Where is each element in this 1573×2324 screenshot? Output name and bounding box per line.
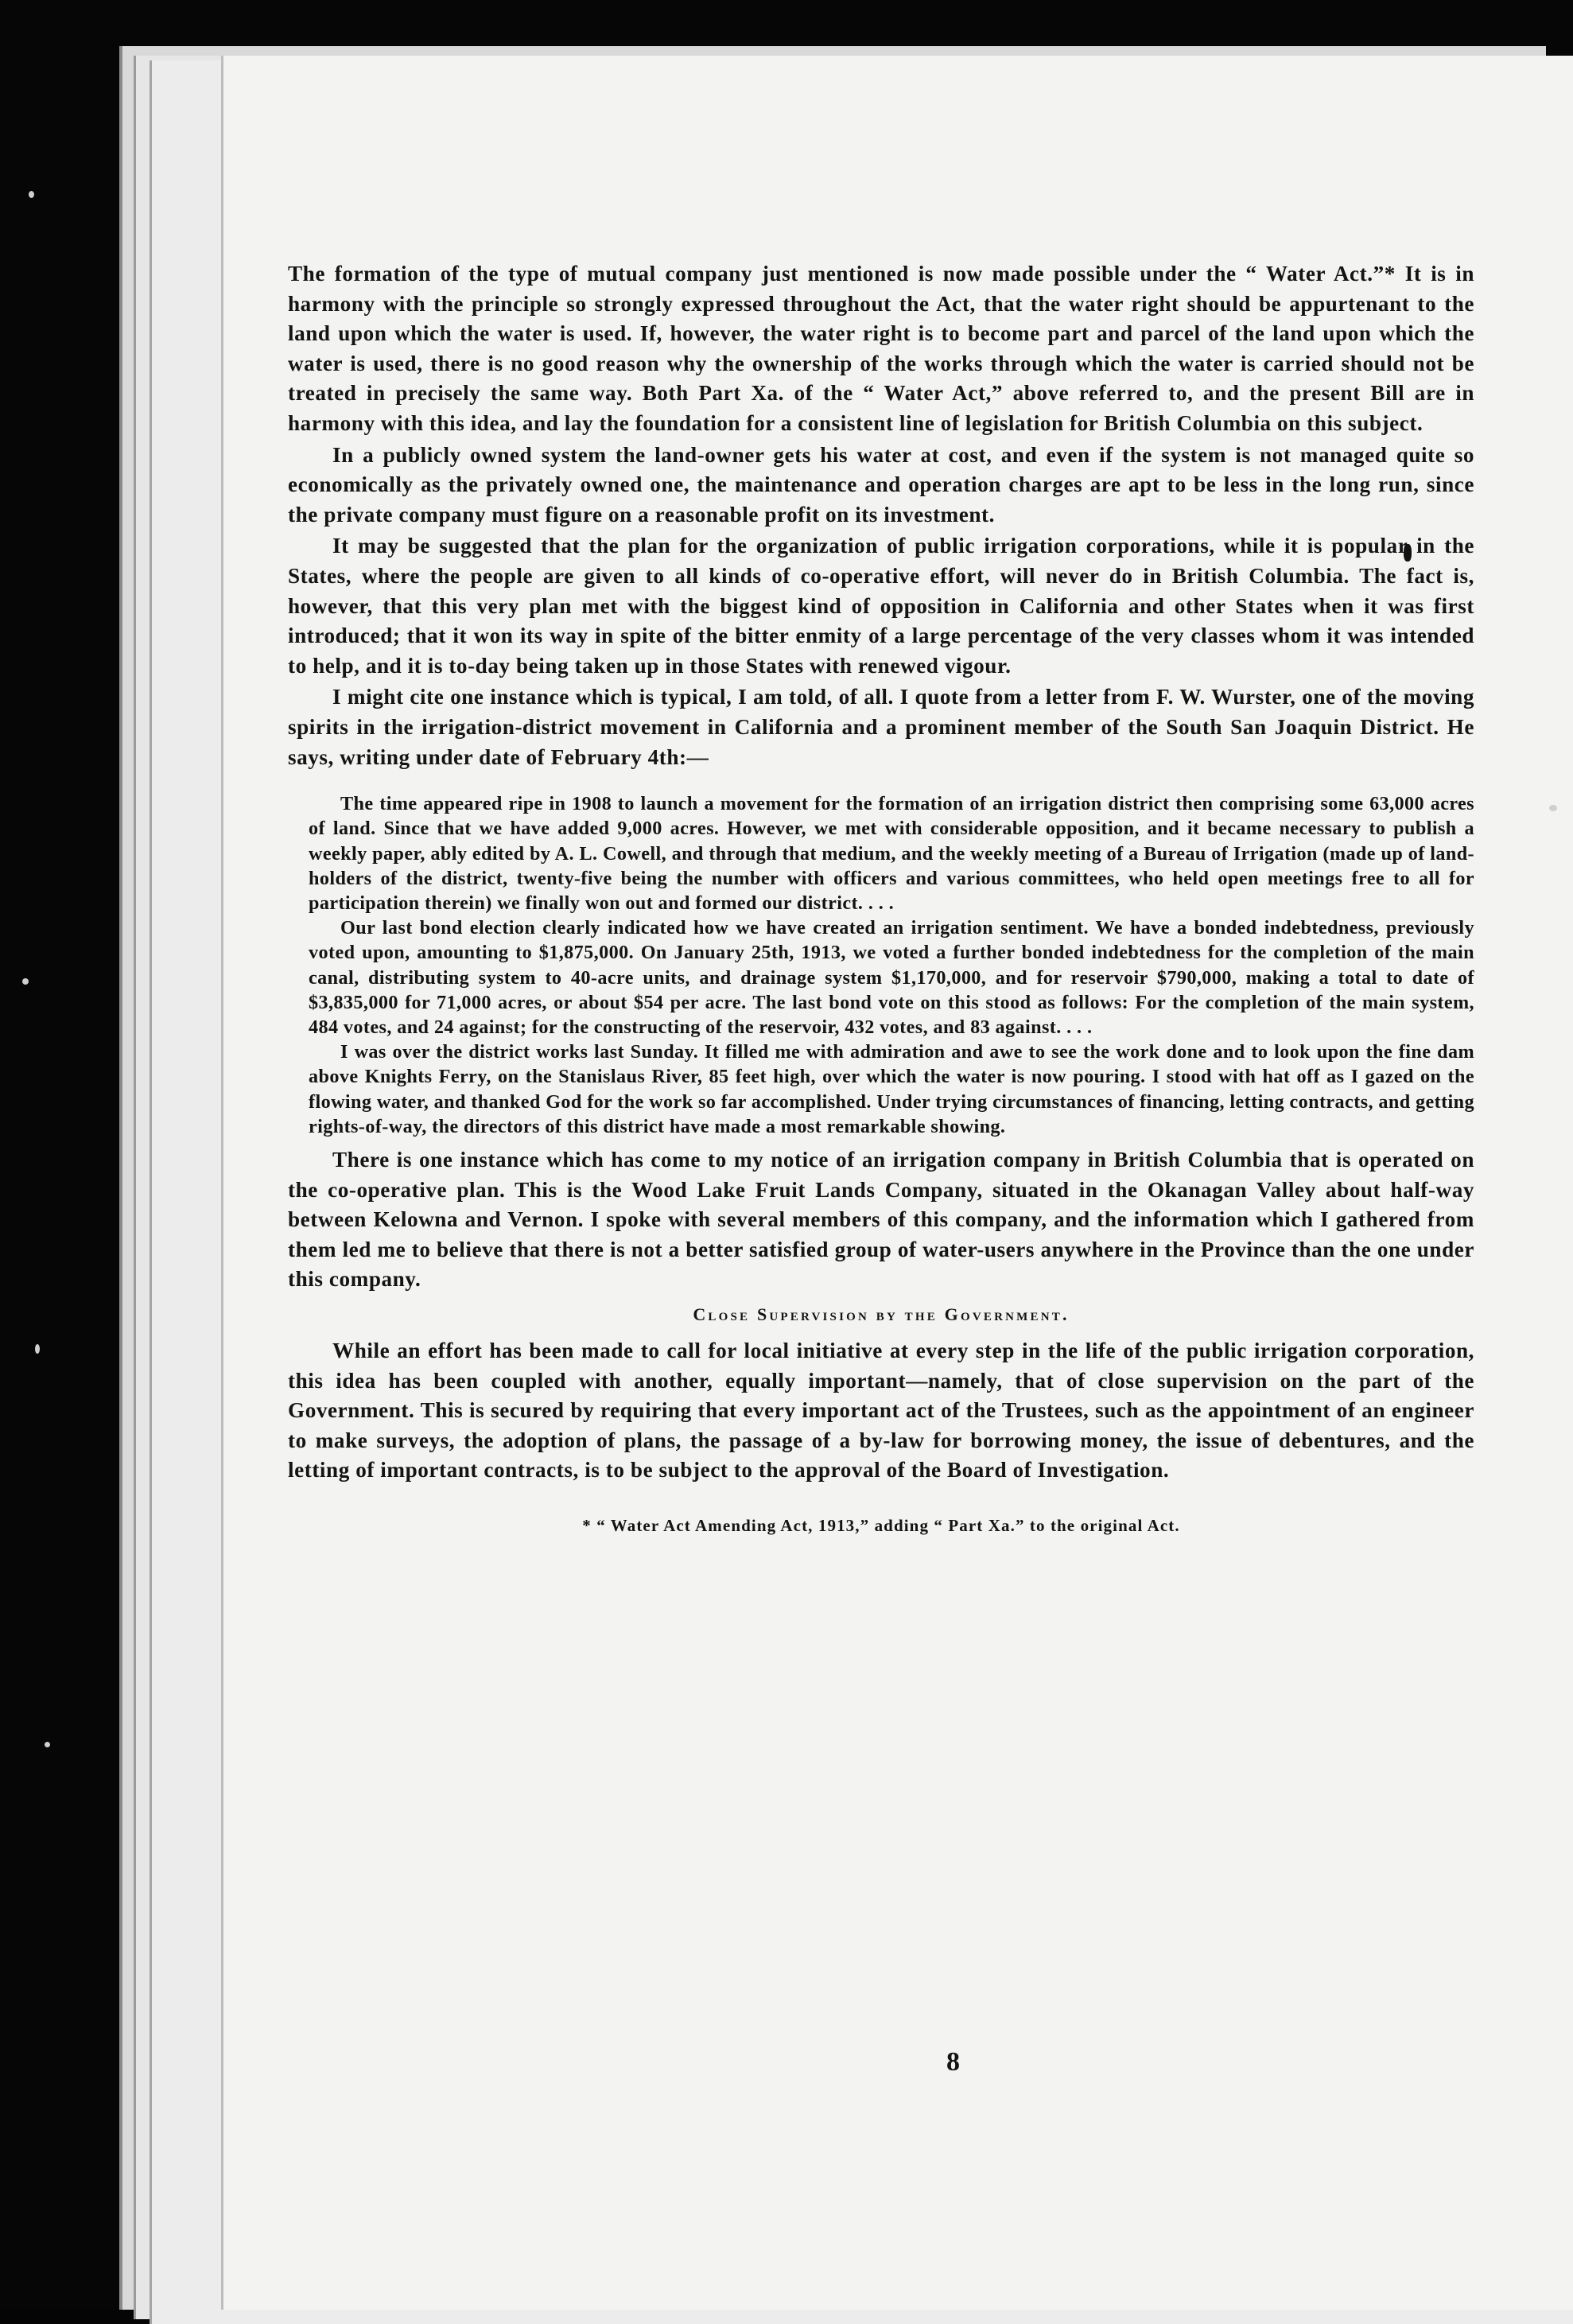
footnote: * “ Water Act Amending Act, 1913,” adding “ Part Xa.” to the original Act.	[582, 1515, 1180, 1535]
quote-district-works: I was over the district works last Sunday. It filled me with admiration and awe to see the work done and to look upon the fine dam above Knights Ferry, on the Stanislaus River, 85 feet high, over which the water is now pouring. I stood with hat off as I gazed on the flowing water, and thanked God for the work so far accomplished. Under trying circumstances of financing, letting contracts, and getting rights-of-way, the directors of this district have made a most remarkable showing.	[309, 1041, 1474, 1137]
quote-formation: The time appeared ripe in 1908 to launch a movement for the formation of an irrigation district then comprising some 63,000 acres of land. Since that we have added 9,000 acres. However, we met with considerable opposition, and it became necessary to publish a weekly paper, ably edited by A. L. Cowell, and through that medium, and the weekly meeting of a Bureau of Irrigation (made up of land-holders of the district, twenty-five being the number with officers and various committees, who held open meetings free to all for participation therein) we finally won out and formed our district. . . .	[309, 793, 1474, 914]
scan-speck	[45, 1742, 50, 1747]
paragraph-wood-lake: There is one instance which has come to my notice of an irrigation company in British Columbia that is operated on the co-operative plan. This is the Wood Lake Fruit Lands Company, situated in the Okanagan Valley about half-way between Kelowna and Vernon. I spoke with several members of this company, and the information which I gathered from them led me to believe that there is not a better satisfied group of water-users anywhere in the Province than the one under this company.	[288, 1147, 1474, 1292]
scan-speck	[1549, 805, 1557, 811]
paragraph-close-supervision: While an effort has been made to call for local initiative at every step in the life of the public irrigation corporation, this idea has been coupled with another, equally important—namely, that of close supervision on the part of the Government. This is secured by requiring that every important act of the Trustees, such as the appointment of an engineer to make surveys, the adoption of plans, the passage of a by-law for borrowing money, the issue of debentures, and the letting of important contracts, is to be subject to the approval of the Board of Investigation.	[288, 1338, 1474, 1483]
section-heading: Close Supervision by the Government.	[693, 1304, 1070, 1324]
paragraph-mutual-company: The formation of the type of mutual company just mentioned is now made possible under the “ Water Act.”* It is in harmony with the principle so strongly expressed throughout the Act, that the water right should be appurtenant to the land upon which the water is used. If, however, the water right is to become part and parcel of the land upon which the water is used, there is no good reason why the ownership of the works through which the water is carried should not be treated in precisely the same way. Both Part Xa. of the “ Water Act,” above referred to, and the present Bill are in harmony with this idea, and lay the foundation for a consistent line of legislation for British Columbia on this subject.	[288, 262, 1474, 435]
scan-speck	[22, 978, 29, 985]
scan-speck	[29, 191, 34, 198]
paragraph-wurster-letter: I might cite one instance which is typical, I am told, of all. I quote from a letter from F. W. Wurster, one of the moving spirits in the irrigation-district movement in California and a prominent member of the South San Joaquin District. He says, writing under date of February 4th:—	[288, 685, 1474, 769]
paragraph-publicly-owned: In a publicly owned system the land-owner gets his water at cost, and even if the system is not managed quite so economically as the privately owned one, the maintenance and operation charges are apt to be less in the long run, since the private company must figure on a reasonable profit on its investment.	[288, 442, 1474, 527]
scan-speck	[35, 1344, 40, 1354]
body-text	[288, 259, 1474, 2232]
quote-bond-election: Our last bond election clearly indicated how we have created an irrigation sentiment. We have a bonded indebtedness, previously voted upon, amounting to $1,875,000. On January 25th, 1913, we voted a further bonded indebtedness for the completion of the main canal, distributing system to 40-acre units, and drainage system $1,170,000, and for reservoir $790,000, making a total to date of $3,835,000 for 71,000 acres, or about $54 per acre. The last bond vote on this stood as follows: For the completion of the main system, 484 votes, and 24 against; for the constructing of the reservoir, 432 votes, and 83 against. . . .	[309, 917, 1474, 1038]
page-number: 8	[946, 2047, 960, 2077]
paragraph-public-corporations: It may be suggested that the plan for the organization of public irrigation corporations, while it is popular in the States, where the people are given to all kinds of co-operative effort, will never do in British Columbia. The fact is, however, that this very plan met with the biggest kind of opposition in California and other States when it was first introduced; that it won its way in spite of the bitter enmity of a large percentage of the very classes whom it was intended to help, and it is to-day being taken up in those States with renewed vigour.	[288, 534, 1474, 678]
